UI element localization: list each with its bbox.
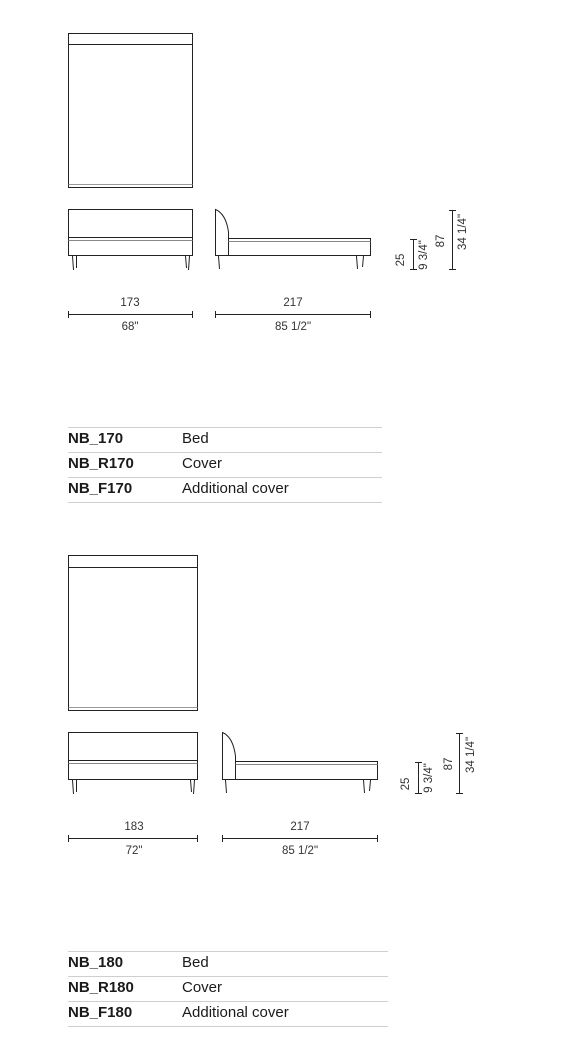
width-in-label: 68" bbox=[121, 321, 139, 333]
front-view-2 bbox=[69, 733, 198, 795]
product-description: Additional cover bbox=[182, 1004, 289, 1021]
dimension-labels-1 bbox=[120, 214, 469, 333]
length-cm-label: 217 bbox=[290, 821, 310, 833]
side-view-2 bbox=[223, 733, 378, 794]
product-code: NB_R180 bbox=[68, 979, 134, 996]
product-description: Cover bbox=[182, 979, 223, 996]
width-cm-label: 183 bbox=[124, 821, 144, 833]
product-code: NB_R170 bbox=[68, 455, 134, 472]
table-row bbox=[68, 951, 388, 977]
bed-180-drawing bbox=[0, 540, 584, 870]
table-row bbox=[68, 977, 388, 1002]
side-view-1 bbox=[216, 210, 371, 270]
product-code-table-1 bbox=[68, 427, 382, 503]
table-row bbox=[68, 478, 382, 503]
product-section-1 bbox=[0, 0, 584, 520]
table-row bbox=[68, 453, 382, 478]
product-description: Additional cover bbox=[182, 480, 289, 497]
seat-cm-label: 25 bbox=[395, 253, 407, 267]
table-row bbox=[68, 427, 382, 453]
table-row bbox=[68, 1002, 388, 1027]
width-cm-label: 173 bbox=[120, 297, 140, 309]
front-view-1 bbox=[69, 210, 193, 271]
top-view-2 bbox=[69, 556, 198, 711]
product-code: NB_F180 bbox=[68, 1004, 133, 1021]
bed-170-drawing bbox=[0, 0, 584, 340]
height-in-label: 34 1/4" bbox=[465, 736, 477, 774]
product-code: NB_F170 bbox=[68, 480, 133, 497]
technical-drawing-2 bbox=[0, 540, 584, 870]
product-code: NB_180 bbox=[68, 954, 124, 971]
seat-in-label: 9 3/4" bbox=[423, 763, 435, 793]
product-code-table-2 bbox=[68, 951, 388, 1027]
height-cm-label: 87 bbox=[435, 234, 447, 248]
product-code: NB_170 bbox=[68, 430, 124, 447]
seat-cm-label: 25 bbox=[400, 777, 412, 791]
height-cm-label: 87 bbox=[443, 757, 455, 771]
length-cm-label: 217 bbox=[283, 297, 303, 309]
product-description: Cover bbox=[182, 455, 223, 472]
length-in-label: 85 1/2" bbox=[274, 321, 312, 333]
product-section-2 bbox=[0, 540, 584, 1040]
seat-in-label: 9 3/4" bbox=[418, 240, 430, 270]
technical-drawing-1 bbox=[0, 0, 584, 340]
length-in-label: 85 1/2" bbox=[281, 845, 319, 857]
product-description: Bed bbox=[182, 430, 209, 447]
height-in-label: 34 1/4" bbox=[457, 213, 469, 251]
width-in-label: 72" bbox=[125, 845, 143, 857]
product-description: Bed bbox=[182, 954, 209, 971]
top-view-1 bbox=[69, 34, 193, 188]
